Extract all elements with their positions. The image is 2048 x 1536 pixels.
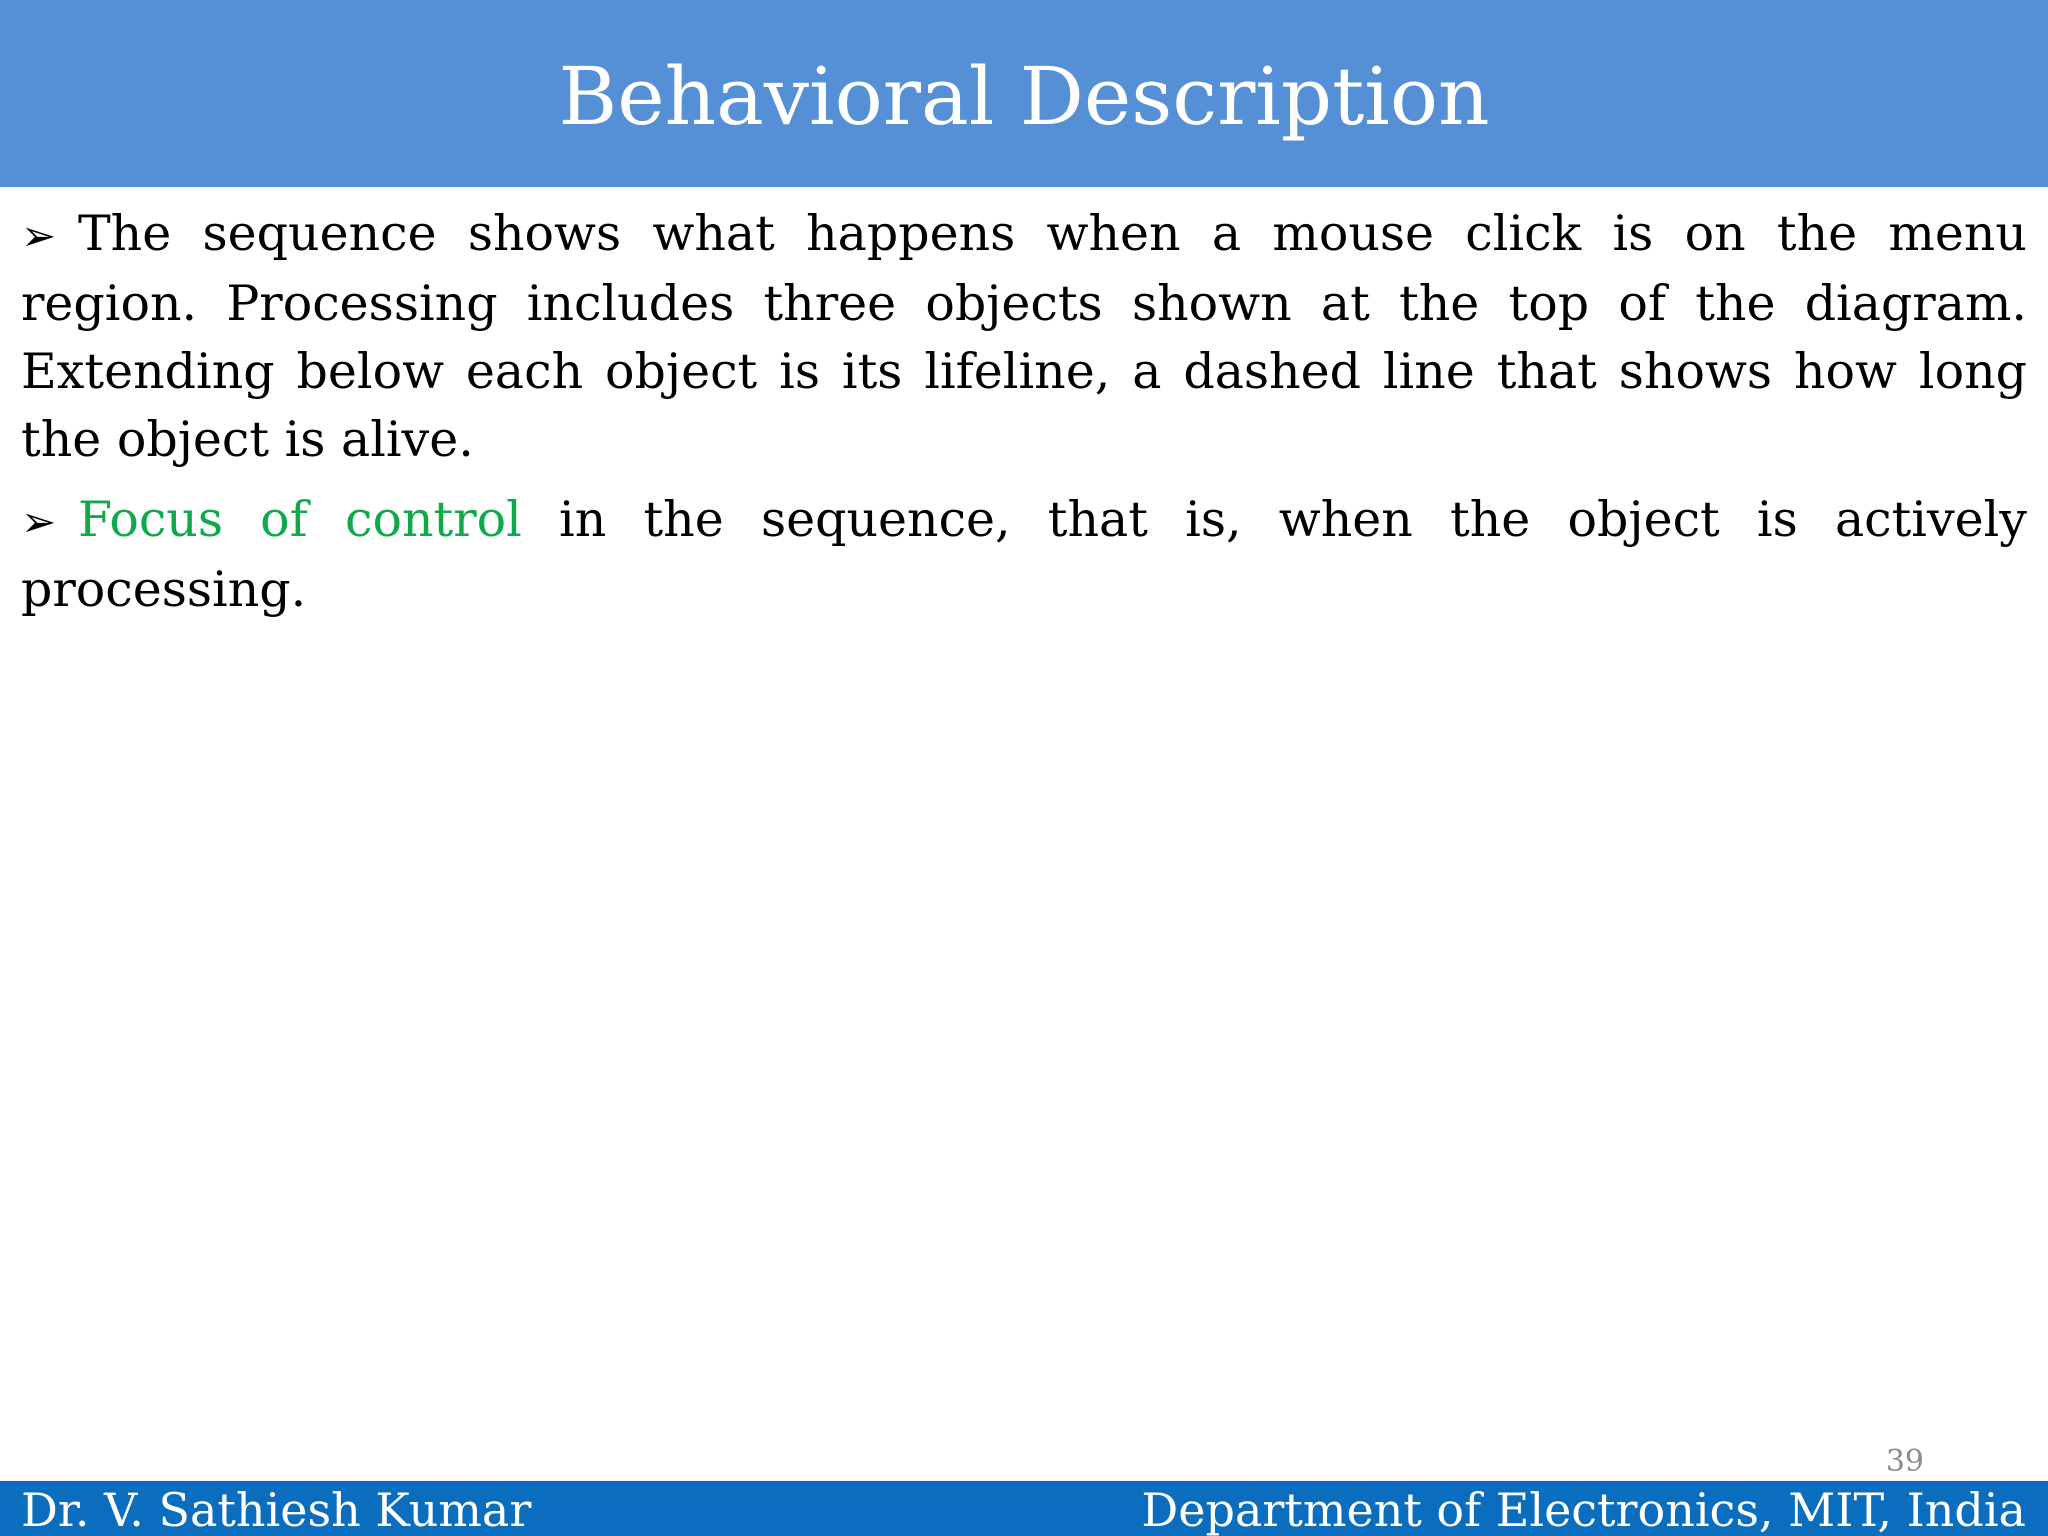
footer-department: Department of Electronics, MIT, India (1141, 1483, 2026, 1536)
bullet-item-sequence-description (21, 200, 2027, 474)
bullet-text: The sequence shows what happens when a mouse click is on the menu region. Processing includes three objects shown at the top of the diagram. Extending below each object is its lifeline, a dashed line that shows how long the object is alive. (21, 205, 2027, 468)
bullet-item-focus-of-control (21, 486, 2027, 624)
footer-author: Dr. V. Sathiesh Kumar (21, 1483, 532, 1536)
highlighted-term: Focus of control (78, 491, 522, 548)
slide-content (21, 200, 2027, 624)
page-number: 39 (1885, 1444, 1924, 1479)
arrow-bullet-icon: ➢ (21, 497, 57, 546)
bullet-text: in the sequence, that is, when the object is actively processing. (21, 491, 2027, 618)
slide-title: Behavioral Description (558, 49, 1490, 143)
slide-header (0, 0, 2048, 187)
slide-footer (0, 1481, 2048, 1536)
arrow-bullet-icon: ➢ (21, 211, 57, 260)
